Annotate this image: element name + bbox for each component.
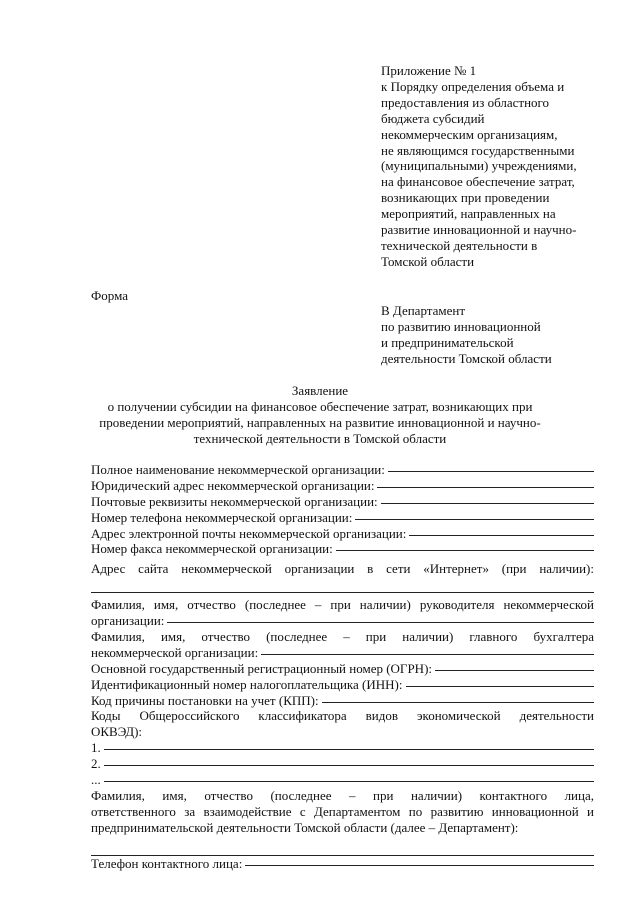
field-okved-cont: ОКВЭД): <box>91 724 143 740</box>
title-line: проведении мероприятий, направленных на развитие инновационной и научно- <box>99 414 541 430</box>
field-contact-person: Фамилия, имя, отчество (последнее – при наличии) контактного лица, <box>91 787 594 803</box>
form-label: Форма <box>91 288 128 303</box>
field-label: Адрес электронной почты некоммерческой организации: <box>91 525 407 541</box>
field-head-name-cont <box>91 613 594 629</box>
appendix-line: технической деятельности в <box>381 237 538 253</box>
field-head-name: Фамилия, имя, отчество (последнее – при наличии) руководителя некоммерческой <box>91 597 594 613</box>
field-contact-person-cont: ответственного за взаимодействие с Департаментом по развитию инновационной и <box>91 803 594 819</box>
okved-item-2-blank[interactable] <box>104 765 594 766</box>
field-label: Телефон контактного лица: <box>91 855 243 871</box>
title-heading: Заявление <box>291 383 349 398</box>
appendix-line: некоммерческим организациям, <box>381 126 558 142</box>
field-label: организации: <box>91 613 165 629</box>
okved-item-1 <box>91 740 594 756</box>
ogrn-blank[interactable] <box>435 670 594 671</box>
field-label: ... <box>91 772 101 787</box>
contact-phone-blank[interactable] <box>245 865 594 866</box>
title-line: о получении субсидии на финансовое обеспечение затрат, возникающих при <box>107 398 533 414</box>
email-blank[interactable] <box>409 535 594 536</box>
recipient-line: по развитию инновационной <box>381 318 541 334</box>
field-label: Идентификационный номер налогоплательщика (ИНН): <box>91 676 403 692</box>
full-name-blank[interactable] <box>388 471 594 472</box>
field-accountant-name: Фамилия, имя, отчество (последнее – при наличии) главного бухгалтера <box>91 628 594 644</box>
recipient-line: В Департамент <box>381 303 466 318</box>
okved-item-1-blank[interactable] <box>104 749 594 750</box>
document-title <box>60 383 580 447</box>
okved-item-more-blank[interactable] <box>104 781 594 782</box>
field-email <box>91 526 594 542</box>
accountant-name-blank[interactable] <box>261 654 594 655</box>
postal-details-blank[interactable] <box>381 503 594 504</box>
field-kpp <box>91 693 594 709</box>
head-name-blank[interactable] <box>167 622 594 623</box>
field-accountant-name-cont <box>91 645 594 661</box>
field-inn <box>91 677 594 693</box>
contact-person-blank[interactable] <box>91 840 594 856</box>
field-okved: Коды Общероссийского классификатора видов экономической деятельности <box>91 708 594 724</box>
phone-blank[interactable] <box>355 519 594 520</box>
fax-blank[interactable] <box>336 550 594 551</box>
field-full-name <box>91 462 594 478</box>
appendix-line: Приложение № 1 <box>381 63 477 78</box>
okved-item-more <box>91 772 594 788</box>
recipient-block <box>381 303 621 367</box>
field-contact-phone <box>91 856 594 872</box>
legal-address-blank[interactable] <box>377 487 594 488</box>
application-fields <box>91 462 594 871</box>
field-label: Номер факса некоммерческой организации: <box>91 541 333 557</box>
field-postal-details <box>91 494 594 510</box>
recipient-line: и предпринимательской <box>381 334 514 350</box>
appendix-line: предоставления из областного <box>381 94 550 110</box>
field-fax <box>91 541 594 557</box>
appendix-line: на финансовое обеспечение затрат, <box>381 174 575 190</box>
appendix-line: возникающих при проведении <box>381 190 550 206</box>
inn-blank[interactable] <box>406 686 595 687</box>
field-label: 2. <box>91 756 101 772</box>
field-label: Почтовые реквизиты некоммерческой организации: <box>91 493 378 509</box>
field-label: Номер телефона некоммерческой организации: <box>91 509 353 525</box>
field-label: Юридический адрес некоммерческой организации: <box>91 477 375 493</box>
appendix-line: не являющимся государственными <box>381 142 575 158</box>
field-label: Код причины постановки на учет (КПП): <box>91 692 319 708</box>
appendix-line: мероприятий, направленных на <box>381 206 556 222</box>
website-blank[interactable] <box>91 577 594 593</box>
kpp-blank[interactable] <box>322 702 594 703</box>
appendix-line: (муниципальными) учреждениями, <box>381 158 577 174</box>
appendix-line: Томской области <box>381 253 475 269</box>
appendix-line: к Порядку определения объема и <box>381 78 565 94</box>
field-legal-address <box>91 478 594 494</box>
title-line: технической деятельности в Томской области <box>193 430 447 446</box>
appendix-line: развитие инновационной и научно- <box>381 222 577 238</box>
field-ogrn <box>91 661 594 677</box>
field-label: Полное наименование некоммерческой организации: <box>91 462 385 477</box>
appendix-line: бюджета субсидий <box>381 110 485 126</box>
field-label: Основной государственный регистрационный номер (ОГРН): <box>91 660 433 676</box>
appendix-header <box>381 63 621 270</box>
field-label: 1. <box>91 740 101 756</box>
field-label: некоммерческой организации: <box>91 644 259 660</box>
recipient-line: деятельности Томской области <box>381 350 552 366</box>
okved-item-2 <box>91 756 594 772</box>
field-contact-person-cont: предпринимательской деятельности Томской области (далее – Департамент): <box>91 819 519 835</box>
field-website: Адрес сайта некоммерческой организации в сети «Интернет» (при наличии): <box>91 561 594 577</box>
field-phone <box>91 510 594 526</box>
